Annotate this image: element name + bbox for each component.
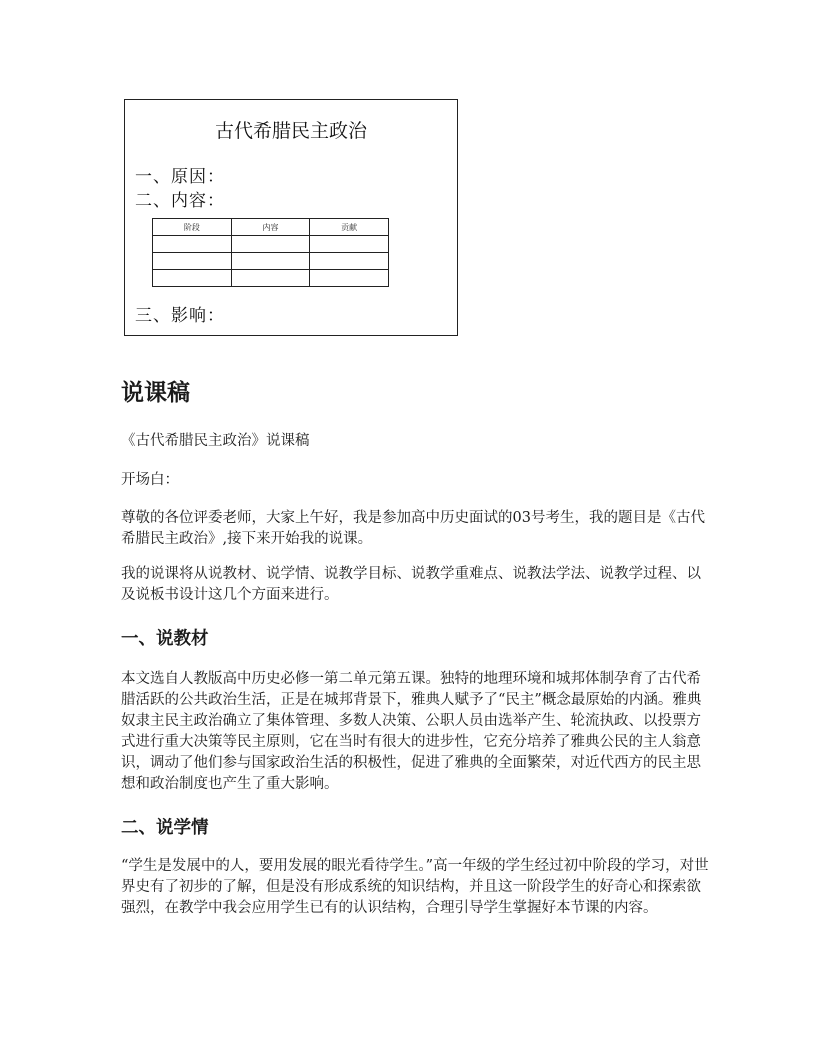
board-table-header: 内容	[231, 219, 310, 236]
board-line-impact: 三、影响：	[135, 306, 225, 326]
board-title: 古代希腊民主政治	[214, 120, 367, 142]
board-line-cause: 一、原因：	[135, 167, 225, 187]
board-line-content: 二、内容：	[135, 191, 225, 211]
paragraph-greeting: 尊敬的各位评委老师，大家上午好，我是参加高中历史面试的03号考生，我的题目是《古代希腊民主政治》,接下来开始我的说课。	[121, 510, 705, 547]
section-heading-students: 二、说学情	[121, 818, 209, 838]
board-table-row	[153, 236, 389, 253]
paragraph-students: “学生是发展中的人，要用发展的眼光看待学生。”高一年级的学生经过初中阶段的学习，对世界史有了初步的了解，但是没有形成系统的知识结构，并且这一阶段学生的好奇心和探索欲强烈，在教学中我会应用学生已有的认识结构，合理引导学生掌握好本节课的内容。	[121, 858, 709, 916]
section-heading-textbook: 一、说教材	[121, 629, 209, 649]
document-heading: 说课稿	[121, 380, 190, 406]
board-table-row	[153, 270, 389, 287]
paragraph-title: 《古代希腊民主政治》说课稿	[121, 433, 310, 449]
paragraph-opening: 开场白：	[121, 472, 179, 488]
paragraph-outline: 我的说课将从说教材、说学情、说教学目标、说教学重难点、说教法学法、说教学过程、以及说板书设计这几个方面来进行。	[121, 566, 701, 603]
blackboard-design-image	[124, 99, 458, 336]
board-table-header: 贡献	[310, 219, 389, 236]
board-table-header-row	[153, 219, 389, 236]
board-table-header: 阶段	[153, 219, 232, 236]
board-table-row	[153, 253, 389, 270]
board-table	[152, 218, 389, 287]
paragraph-textbook: 本文选自人教版高中历史必修一第二单元第五课。独特的地理环境和城邦体制孕育了古代希腊活跃的公共政治生活，正是在城邦背景下，雅典人赋予了“民主”概念最原始的内涵。雅典奴隶主民主政治确立了集体管理、多数人决策、公职人员由选举产生、轮流执政、以投票方式进行重大决策等民主原则，它在当时有很大的进步性，它充分培养了雅典公民的主人翁意识，调动了他们参与国家政治生活的积极性，促进了雅典的全面繁荣，对近代西方的民主思想和政治制度也产生了重大影响。	[121, 671, 702, 792]
